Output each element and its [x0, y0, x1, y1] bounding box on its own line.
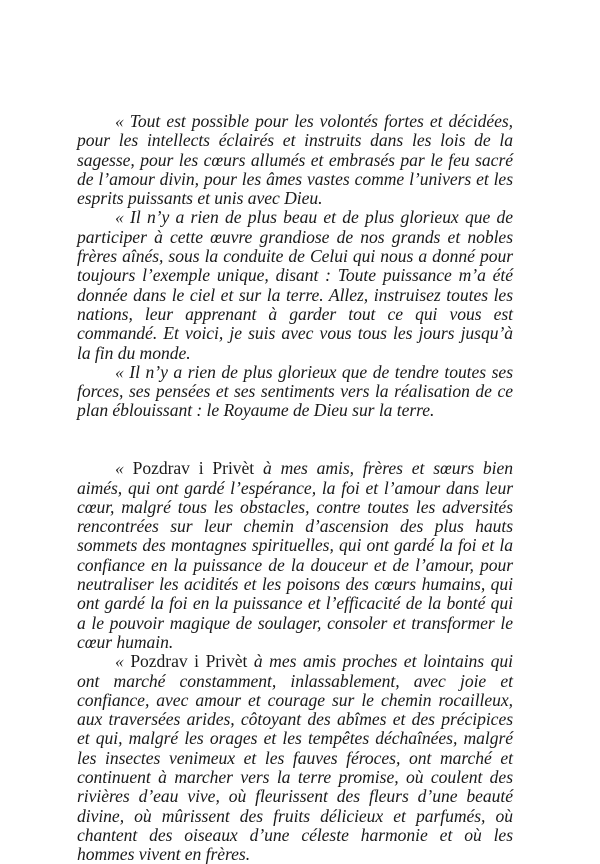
quote-mark: «	[115, 651, 131, 672]
paragraph-body: à mes amis proches et lointains qui ont marché constamment, inlassablement, avec joie et confiance, avec amour et courage sur le chemin rocailleux, aux traversées arides, côtoyant des abîmes et des précipices et qui, malgré les orages et les tempêtes déchaînées, malgré les insectes venimeux et les fauves féroces, ont marché et continuent à marcher vers la terre promise, où coulent des rivières d’eau vive, où fleurissent des fleurs d’une beauté divine, où mûrissent des fruits délicieux et parfumés, où chantent des oiseaux d’une céleste harmonie et où les hommes vivent en frères.	[77, 651, 513, 864]
section-quotes	[77, 112, 513, 421]
paragraph-beau-glorieux: « Il n’y a rien de plus beau et de plus glorieux que de participer à cette œuvre grandiose de nos grands et nobles frères aînés, sous la conduite de Celui qui nous a donné pour toujours l’exemple unique, disant : Toute puissance m’a été donnée dans le ciel et sur la terre. Allez, instruisez toutes les nations, leur apprenant à garder tout ce qui vous est commandé. Et voici, je suis avec vous tous les jours jusqu’à la fin du monde.	[77, 207, 513, 363]
quote-mark: «	[115, 458, 133, 479]
section-divider-space	[77, 421, 513, 460]
section-greetings	[77, 459, 513, 864]
paragraph-royaume: « Il n’y a rien de plus glorieux que de tendre toutes ses forces, ses pensées et ses sentiments vers la réalisation de ce plan éblouissant : le Royaume de Dieu sur la terre.	[77, 361, 513, 421]
paragraph-greeting-near-far	[77, 652, 513, 864]
paragraph-body: à mes amis, frères et sœurs bien aimés, qui ont gardé l’espérance, la foi et l’amour dans leur cœur, malgré tous les obstacles, contre toutes les adversités rencontrées sur leur chemin d’ascension des plus hauts sommets des montagnes spirituelles, qui ont gardé la foi et la confiance en la puissance de la douceur et de l’amour, pour neutraliser les acidités et les poisons des cœurs humains, qui ont gardé la foi en la puissance et l’efficacité de la bonté qui a le pouvoir magique de soulager, consoler et transformer le cœur humain.	[77, 458, 513, 652]
greeting-pozdrav-i-privet: Pozdrav i Privèt	[130, 651, 248, 672]
paragraph-possible: « Tout est possible pour les volontés fortes et décidées, pour les intellects éclairés et instruits dans les lois de la sagesse, pour les cœurs allumés et embrasés par le feu sacré de l’amour divin, pour les âmes vastes comme l’univers et les esprits puissants et unis avec Dieu.	[77, 111, 513, 209]
document-page	[77, 112, 513, 864]
greeting-pozdrav-i-privet: Pozdrav i Privèt	[132, 458, 255, 479]
paragraph-greeting-friends	[77, 459, 513, 652]
